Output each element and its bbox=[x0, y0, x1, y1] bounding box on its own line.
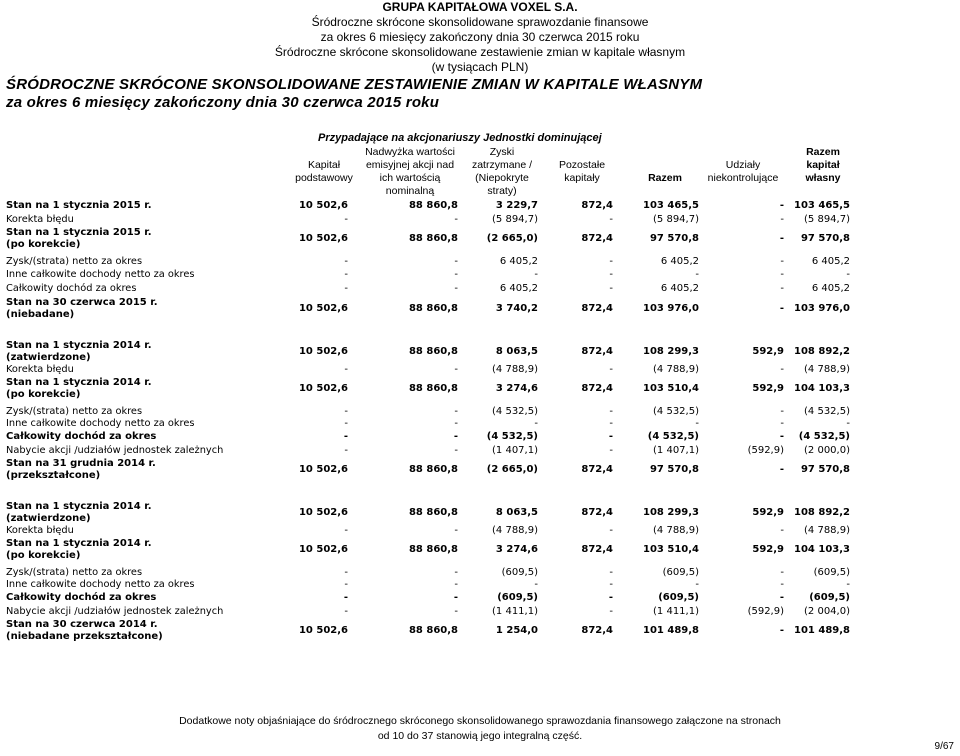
table-cell: 108 892,2 bbox=[794, 507, 850, 518]
table-cell: (4 788,9) bbox=[804, 525, 850, 536]
table-cell: - bbox=[344, 364, 348, 375]
table-cell: (4 532,5) bbox=[798, 431, 850, 442]
table-cell: (609,5) bbox=[809, 592, 850, 603]
table-cell: - bbox=[846, 269, 850, 280]
row-label bbox=[6, 445, 223, 457]
table-cell: - bbox=[609, 269, 613, 280]
row-label-subline: (zatwierdzone) bbox=[6, 352, 91, 363]
column-header-line: własny bbox=[805, 172, 841, 184]
table-cell: 592,9 bbox=[752, 346, 784, 357]
table-cell: - bbox=[779, 233, 784, 244]
table-cell: 872,4 bbox=[581, 544, 613, 555]
column-header-line: (Niepokryte bbox=[475, 172, 529, 184]
table-cell: - bbox=[454, 525, 458, 536]
table-cell: 872,4 bbox=[581, 200, 613, 211]
table-cell: - bbox=[454, 214, 458, 225]
row-label-line: Zysk/(strata) netto za okres bbox=[6, 256, 143, 267]
table-cell: - bbox=[344, 525, 348, 536]
table-cell: 6 405,2 bbox=[499, 256, 538, 267]
table-cell: - bbox=[344, 606, 348, 617]
header-line-1: Śródroczne skrócone skonsolidowane sprawozdanie finansowe bbox=[311, 15, 649, 29]
row-label-line: Inne całkowite dochody netto za okres bbox=[6, 418, 195, 429]
table-cell: - bbox=[780, 214, 784, 225]
table-cell: (1 411,1) bbox=[653, 606, 699, 617]
table-cell: - bbox=[454, 283, 458, 294]
table-cell: 10 502,6 bbox=[298, 233, 348, 244]
statement-title: ŚRÓDROCZNE SKRÓCONE SKONSOLIDOWANE ZESTAWIENIE ZMIAN W KAPITALE WŁASNYM bbox=[6, 76, 703, 93]
table-cell: 3 740,2 bbox=[495, 303, 538, 314]
header-line-4: (w tysiącach PLN) bbox=[431, 60, 529, 74]
table-cell: - bbox=[609, 406, 613, 417]
footer-note bbox=[0, 714, 960, 744]
table-cell: - bbox=[344, 418, 348, 429]
row-label-line: Stan na 1 stycznia 2015 r. bbox=[6, 227, 152, 238]
row-label-line: Stan na 1 stycznia 2014 r. bbox=[6, 538, 152, 549]
row-label-line: Inne całkowite dochody netto za okres bbox=[6, 269, 195, 280]
table-cell: 10 502,6 bbox=[298, 544, 348, 555]
table-cell: 592,9 bbox=[752, 507, 784, 518]
column-header-line: kapitały bbox=[564, 172, 600, 184]
table-cell: - bbox=[609, 579, 613, 590]
column-header-line: Kapitał bbox=[307, 159, 341, 171]
row-label-subline: (niebadane) bbox=[6, 309, 75, 320]
row-label-line: Stan na 31 grudnia 2014 r. bbox=[6, 458, 156, 469]
table-cell: - bbox=[454, 269, 458, 280]
row-label-line: Korekta błędu bbox=[6, 214, 74, 225]
page-number: 9/67 bbox=[934, 741, 954, 752]
column-header bbox=[768, 146, 878, 198]
table-cell: 88 860,8 bbox=[408, 200, 458, 211]
table-cell: 10 502,6 bbox=[298, 383, 348, 394]
table-cell: 104 103,3 bbox=[794, 383, 850, 394]
table-cell: 88 860,8 bbox=[408, 346, 458, 357]
row-label-line: Stan na 1 stycznia 2015 r. bbox=[6, 200, 152, 211]
table-cell: - bbox=[780, 364, 784, 375]
table-cell: (2 665,0) bbox=[486, 233, 538, 244]
table-cell: (2 665,0) bbox=[486, 464, 538, 475]
table-cell: 10 502,6 bbox=[298, 200, 348, 211]
table-cell: (4 532,5) bbox=[647, 431, 699, 442]
table-cell: - bbox=[780, 269, 784, 280]
table-cell: - bbox=[534, 269, 538, 280]
row-label-line: Całkowity dochód za okres bbox=[6, 283, 137, 294]
column-header-line: Zyski bbox=[489, 146, 515, 158]
table-cell: - bbox=[534, 579, 538, 590]
table-cell: 872,4 bbox=[581, 303, 613, 314]
row-label bbox=[6, 377, 152, 401]
table-cell: (1 411,1) bbox=[492, 606, 538, 617]
table-cell: (609,5) bbox=[813, 567, 850, 578]
footer-line-2: od 10 do 37 stanowią jego integralną część. bbox=[377, 730, 583, 742]
table-cell: (4 788,9) bbox=[492, 525, 538, 536]
table-cell: 88 860,8 bbox=[408, 303, 458, 314]
table-cell: - bbox=[609, 256, 613, 267]
table-cell: - bbox=[609, 606, 613, 617]
table-cell: - bbox=[780, 406, 784, 417]
table-cell: - bbox=[454, 364, 458, 375]
table-cell: 103 510,4 bbox=[643, 383, 699, 394]
table-cell: - bbox=[780, 418, 784, 429]
table-cell: 3 274,6 bbox=[495, 544, 538, 555]
table-cell: (4 532,5) bbox=[804, 406, 850, 417]
row-label-subline: (przekształcone) bbox=[6, 470, 101, 481]
table-cell: 97 570,8 bbox=[649, 233, 699, 244]
row-label bbox=[6, 364, 74, 376]
table-cell: 6 405,2 bbox=[811, 256, 850, 267]
table-cell: - bbox=[608, 592, 613, 603]
header-line-3: Śródroczne skrócone skonsolidowane zestawienie zmian w kapitale własnym bbox=[274, 45, 686, 59]
table-cell: - bbox=[779, 303, 784, 314]
table-cell: (4 788,9) bbox=[653, 525, 699, 536]
table-cell: 103 510,4 bbox=[643, 544, 699, 555]
table-cell: - bbox=[453, 592, 458, 603]
row-label bbox=[6, 501, 152, 525]
row-label-line: Stan na 30 czerwca 2014 r. bbox=[6, 619, 158, 630]
table-cell: - bbox=[780, 256, 784, 267]
table-cell: 6 405,2 bbox=[660, 283, 699, 294]
column-header-line: nominalną bbox=[385, 185, 435, 197]
table-cell: - bbox=[780, 579, 784, 590]
table-cell: - bbox=[454, 579, 458, 590]
header-line-2: za okres 6 miesięcy zakończony dnia 30 czerwca 2015 roku bbox=[320, 30, 640, 44]
table-cell: 872,4 bbox=[581, 233, 613, 244]
row-label-line: Korekta błędu bbox=[6, 364, 74, 375]
table-cell: 88 860,8 bbox=[408, 383, 458, 394]
table-cell: - bbox=[454, 256, 458, 267]
table-cell: 3 274,6 bbox=[495, 383, 538, 394]
row-label-line: Nabycie akcji /udziałów jednostek zależnych bbox=[6, 445, 224, 456]
row-label-subline: (po korekcie) bbox=[6, 550, 81, 561]
table-cell: - bbox=[695, 269, 699, 280]
table-cell: 6 405,2 bbox=[811, 283, 850, 294]
table-cell: 10 502,6 bbox=[298, 507, 348, 518]
table-cell: - bbox=[454, 445, 458, 456]
table-cell: (5 894,7) bbox=[492, 214, 538, 225]
table-cell: - bbox=[780, 525, 784, 536]
table-cell: 103 976,0 bbox=[643, 303, 699, 314]
table-cell: - bbox=[344, 406, 348, 417]
table-cell: 3 229,7 bbox=[495, 200, 538, 211]
table-cell: 10 502,6 bbox=[298, 625, 348, 636]
table-cell: - bbox=[779, 592, 784, 603]
table-cell: (4 532,5) bbox=[653, 406, 699, 417]
row-label-line: Stan na 1 stycznia 2014 r. bbox=[6, 377, 152, 388]
row-label bbox=[6, 200, 152, 212]
column-header-line: Razem bbox=[648, 172, 682, 184]
table-cell: - bbox=[609, 283, 613, 294]
table-cell: (4 788,9) bbox=[492, 364, 538, 375]
column-header-line: Udziały bbox=[725, 159, 761, 171]
table-cell: (609,5) bbox=[662, 567, 699, 578]
table-cell: (1 407,1) bbox=[653, 445, 699, 456]
row-label-subline: (niebadane przekształcone) bbox=[6, 631, 163, 642]
row-label bbox=[6, 256, 142, 268]
table-cell: (592,9) bbox=[747, 445, 784, 456]
row-label bbox=[6, 619, 163, 643]
table-cell: 108 892,2 bbox=[794, 346, 850, 357]
row-label-subline: (po korekcie) bbox=[6, 239, 81, 250]
table-cell: 8 063,5 bbox=[495, 507, 538, 518]
table-cell: 88 860,8 bbox=[408, 464, 458, 475]
table-cell: - bbox=[344, 445, 348, 456]
row-label bbox=[6, 592, 156, 604]
table-cell: - bbox=[454, 406, 458, 417]
table-cell: 97 570,8 bbox=[649, 464, 699, 475]
table-cell: (609,5) bbox=[501, 567, 538, 578]
table-cell: - bbox=[779, 464, 784, 475]
table-cell: 10 502,6 bbox=[298, 346, 348, 357]
column-header-line: podstawowy bbox=[295, 172, 353, 184]
row-label-line: Stan na 1 stycznia 2014 r. bbox=[6, 340, 152, 351]
table-cell: - bbox=[779, 625, 784, 636]
table-cell: - bbox=[609, 567, 613, 578]
table-cell: (5 894,7) bbox=[804, 214, 850, 225]
report-header bbox=[0, 0, 960, 75]
table-cell: (5 894,7) bbox=[653, 214, 699, 225]
company-name: GRUPA KAPITAŁOWA VOXEL S.A. bbox=[382, 0, 578, 14]
table-cell: - bbox=[779, 200, 784, 211]
row-label bbox=[6, 214, 74, 226]
table-cell: - bbox=[344, 269, 348, 280]
table-cell: - bbox=[454, 418, 458, 429]
table-cell: 6 405,2 bbox=[499, 283, 538, 294]
table-cell: 88 860,8 bbox=[408, 544, 458, 555]
table-cell: 88 860,8 bbox=[408, 507, 458, 518]
row-label bbox=[6, 458, 156, 482]
table-cell: - bbox=[453, 431, 458, 442]
table-cell: 101 489,8 bbox=[794, 625, 850, 636]
table-cell: 10 502,6 bbox=[298, 464, 348, 475]
row-label bbox=[6, 538, 152, 562]
column-header-line: Pozostałe bbox=[558, 159, 606, 171]
table-cell: 592,9 bbox=[752, 544, 784, 555]
row-label-line: Stan na 30 czerwca 2015 r. bbox=[6, 297, 158, 308]
row-label bbox=[6, 340, 152, 364]
table-cell: (4 788,9) bbox=[653, 364, 699, 375]
table-cell: - bbox=[454, 606, 458, 617]
table-cell: 872,4 bbox=[581, 383, 613, 394]
table-cell: - bbox=[534, 418, 538, 429]
table-cell: - bbox=[609, 214, 613, 225]
table-cell: - bbox=[609, 525, 613, 536]
column-header-line: Razem bbox=[806, 146, 840, 158]
table-cell: - bbox=[695, 418, 699, 429]
table-cell: 592,9 bbox=[752, 383, 784, 394]
table-cell: 872,4 bbox=[581, 507, 613, 518]
row-label bbox=[6, 406, 142, 418]
table-cell: - bbox=[609, 445, 613, 456]
row-label bbox=[6, 227, 152, 251]
table-cell: - bbox=[779, 431, 784, 442]
row-label-line: Zysk/(strata) netto za okres bbox=[6, 567, 143, 578]
table-cell: (609,5) bbox=[658, 592, 699, 603]
table-cell: 103 976,0 bbox=[794, 303, 850, 314]
row-label bbox=[6, 269, 195, 281]
table-cell: 108 299,3 bbox=[643, 346, 699, 357]
table-cell: - bbox=[608, 431, 613, 442]
table-cell: 103 465,5 bbox=[643, 200, 699, 211]
table-cell: 103 465,5 bbox=[794, 200, 850, 211]
table-cell: 872,4 bbox=[581, 464, 613, 475]
table-cell: - bbox=[609, 418, 613, 429]
column-header-line: Nadwyżka wartości bbox=[365, 146, 455, 158]
table-cell: (1 407,1) bbox=[492, 445, 538, 456]
table-cell: - bbox=[344, 214, 348, 225]
column-header-line: straty) bbox=[487, 185, 517, 197]
column-header-line bbox=[768, 185, 878, 198]
row-label-line: Korekta błędu bbox=[6, 525, 74, 536]
statement-period: za okres 6 miesięcy zakończony dnia 30 czerwca 2015 roku bbox=[6, 94, 440, 111]
table-cell: - bbox=[780, 567, 784, 578]
row-label bbox=[6, 297, 158, 321]
row-label bbox=[6, 431, 156, 443]
row-label bbox=[6, 567, 142, 579]
row-label bbox=[6, 606, 223, 618]
row-label-line: Inne całkowite dochody netto za okres bbox=[6, 579, 195, 590]
row-label bbox=[6, 283, 136, 295]
row-label bbox=[6, 525, 74, 537]
table-cell: - bbox=[344, 256, 348, 267]
table-cell: - bbox=[344, 283, 348, 294]
row-label-subline: (zatwierdzone) bbox=[6, 513, 91, 524]
row-label-subline: (po korekcie) bbox=[6, 389, 81, 400]
table-cell: - bbox=[343, 431, 348, 442]
table-cell: - bbox=[609, 364, 613, 375]
column-header-line: ich wartością bbox=[379, 172, 441, 184]
table-cell: 108 299,3 bbox=[643, 507, 699, 518]
table-cell: - bbox=[846, 418, 850, 429]
table-cell: - bbox=[846, 579, 850, 590]
row-label bbox=[6, 418, 195, 430]
table-cell: 872,4 bbox=[581, 346, 613, 357]
table-cell: 97 570,8 bbox=[800, 464, 850, 475]
row-label-line: Całkowity dochód za okres bbox=[6, 431, 157, 442]
table-cell: 1 254,0 bbox=[495, 625, 538, 636]
table-cell: (4 788,9) bbox=[804, 364, 850, 375]
column-header-line: zatrzymane / bbox=[471, 159, 533, 171]
table-cell: - bbox=[780, 283, 784, 294]
table-cell: (609,5) bbox=[497, 592, 538, 603]
table-cell: - bbox=[344, 579, 348, 590]
table-cell: - bbox=[695, 579, 699, 590]
table-cell: 88 860,8 bbox=[408, 625, 458, 636]
table-cell: (4 532,5) bbox=[486, 431, 538, 442]
column-header-line: kapitał bbox=[806, 159, 840, 171]
footer-line-1: Dodatkowe noty objaśniające do śródrocznego skróconego skonsolidowanego sprawozdania finansowego załączone na stronach bbox=[179, 715, 781, 727]
column-header-line: niekontrolujące bbox=[707, 172, 779, 184]
row-label bbox=[6, 579, 195, 591]
table-cell: - bbox=[344, 567, 348, 578]
table-cell: 8 063,5 bbox=[495, 346, 538, 357]
table-cell: (592,9) bbox=[747, 606, 784, 617]
row-label-line: Całkowity dochód za okres bbox=[6, 592, 157, 603]
table-cell: (2 000,0) bbox=[804, 445, 850, 456]
table-cell: - bbox=[343, 592, 348, 603]
table-cell: - bbox=[454, 567, 458, 578]
table-cell: 101 489,8 bbox=[643, 625, 699, 636]
table-cell: 88 860,8 bbox=[408, 233, 458, 244]
table-cell: 10 502,6 bbox=[298, 303, 348, 314]
row-label-line: Stan na 1 stycznia 2014 r. bbox=[6, 501, 152, 512]
table-cell: (4 532,5) bbox=[492, 406, 538, 417]
row-label-line: Zysk/(strata) netto za okres bbox=[6, 406, 143, 417]
table-cell: 872,4 bbox=[581, 625, 613, 636]
table-cell: (2 004,0) bbox=[804, 606, 850, 617]
row-label-line: Nabycie akcji /udziałów jednostek zależnych bbox=[6, 606, 224, 617]
column-header-line: emisyjnej akcji nad bbox=[365, 159, 455, 171]
table-cell: 97 570,8 bbox=[800, 233, 850, 244]
table-cell: 104 103,3 bbox=[794, 544, 850, 555]
table-cell: 6 405,2 bbox=[660, 256, 699, 267]
group-header: Przypadające na akcjonariuszy Jednostki dominującej bbox=[318, 132, 602, 144]
